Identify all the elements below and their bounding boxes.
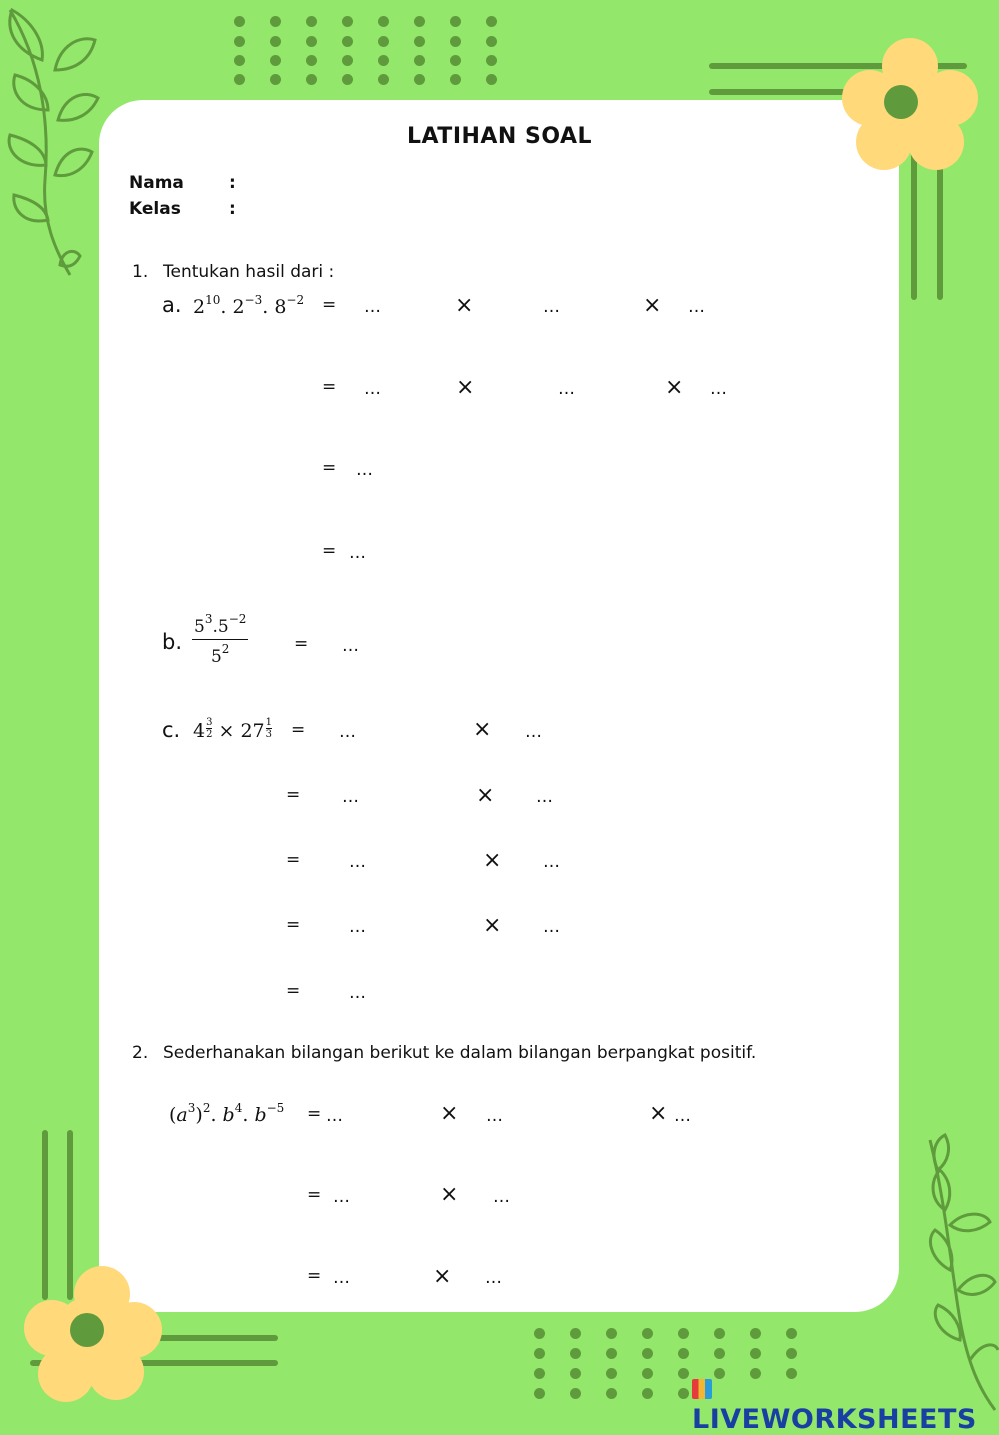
- q1a-blank[interactable]: …: [710, 379, 727, 399]
- q2-times: ×: [433, 1264, 452, 1289]
- name-label: Nama: [129, 173, 184, 193]
- q1a-blank[interactable]: …: [349, 543, 366, 563]
- q1a-eq: =: [322, 458, 337, 478]
- q1c-eq: =: [286, 915, 301, 935]
- q1a-times: ×: [665, 375, 684, 400]
- q1a-eq: =: [322, 541, 337, 561]
- q1a-blank[interactable]: …: [364, 297, 381, 317]
- flower-bottom-left: [22, 1262, 162, 1402]
- q1a-blank[interactable]: …: [356, 460, 373, 480]
- q1c-blank[interactable]: …: [349, 917, 366, 937]
- page-title: LATIHAN SOAL: [406, 124, 593, 149]
- q1c-times: ×: [483, 848, 502, 873]
- q1c-eq: =: [286, 981, 301, 1001]
- q2-blank[interactable]: …: [333, 1268, 350, 1288]
- q2-blank[interactable]: …: [493, 1187, 510, 1207]
- q1a-eq: =: [322, 295, 337, 315]
- q1c-blank[interactable]: …: [543, 917, 560, 937]
- q1-number: 1.: [132, 262, 149, 282]
- class-colon: :: [229, 199, 236, 219]
- logo-text: LIVEWORKSHEETS: [692, 1404, 977, 1435]
- q1c-times: ×: [483, 913, 502, 938]
- q1c-times: ×: [476, 783, 495, 808]
- q2-eq: =: [307, 1266, 322, 1286]
- q1c-eq: =: [286, 850, 301, 870]
- q1a-blank[interactable]: …: [558, 379, 575, 399]
- q1a-blank[interactable]: …: [364, 379, 381, 399]
- q1a-blank[interactable]: …: [543, 297, 560, 317]
- q2-times: ×: [440, 1101, 459, 1126]
- q1a-label: a.: [162, 293, 182, 317]
- q1c-blank[interactable]: …: [543, 852, 560, 872]
- q1-prompt: Tentukan hasil dari :: [163, 262, 335, 282]
- q1a-times: ×: [456, 375, 475, 400]
- q1c-eq: =: [291, 720, 306, 740]
- q2-blank[interactable]: …: [674, 1106, 691, 1126]
- q1a-eq: =: [322, 377, 337, 397]
- q1c-blank[interactable]: …: [536, 787, 553, 807]
- q1c-blank[interactable]: …: [349, 852, 366, 872]
- q2-blank[interactable]: …: [333, 1187, 350, 1207]
- flower-top-right: [838, 36, 978, 172]
- q1c-blank[interactable]: …: [525, 722, 542, 742]
- q2-eq: =: [307, 1104, 322, 1124]
- logo-cube-icon: [692, 1379, 712, 1399]
- q1b-label: b.: [162, 630, 183, 654]
- q2-times: ×: [649, 1101, 668, 1126]
- q1c-eq: =: [286, 785, 301, 805]
- class-label: Kelas: [129, 199, 181, 219]
- q1c-blank[interactable]: …: [339, 722, 356, 742]
- leaf-branch-bottom-right: [890, 1130, 999, 1413]
- q1c-label: c.: [162, 718, 181, 742]
- q1a-times: ×: [455, 293, 474, 318]
- q2-blank[interactable]: …: [485, 1268, 502, 1288]
- q1b-expression: $\frac{5^3.5^{-2}}{5^2}$: [194, 612, 247, 667]
- q1c-times: ×: [473, 717, 492, 742]
- liveworksheets-logo: [692, 1373, 999, 1435]
- q2-prompt: Sederhanakan bilangan berikut ke dalam bilangan berpangkat positif.: [163, 1043, 757, 1063]
- q2-blank[interactable]: …: [326, 1106, 343, 1126]
- q1a-expression: $2^{10}$. $2^{-3}$. $8^{-2}$: [193, 293, 305, 318]
- q1c-blank[interactable]: …: [342, 787, 359, 807]
- q2-blank[interactable]: …: [486, 1106, 503, 1126]
- q1a-times: ×: [643, 293, 662, 318]
- q1a-blank[interactable]: …: [688, 297, 705, 317]
- q1b-eq: =: [294, 634, 309, 654]
- name-colon: :: [229, 173, 236, 193]
- q1b-blank[interactable]: …: [342, 636, 359, 656]
- q2-number: 2.: [132, 1043, 149, 1063]
- q2-expression: $(a^3)^2$. $b^4$. $b^{-5}$: [169, 1101, 285, 1126]
- q2-eq: =: [307, 1185, 322, 1205]
- q2-times: ×: [440, 1182, 459, 1207]
- q1c-expression: 4 $\frac{3}{2}$ × 27 $\frac{1}{3}$: [193, 717, 273, 742]
- q1c-blank[interactable]: …: [349, 983, 366, 1003]
